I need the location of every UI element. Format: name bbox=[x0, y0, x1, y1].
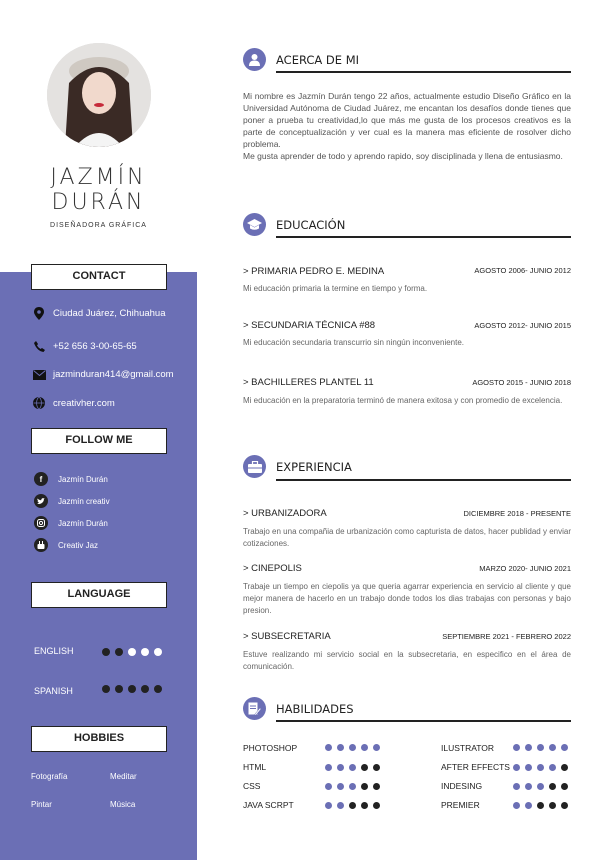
skill-dot bbox=[525, 744, 532, 751]
instagram-icon bbox=[34, 516, 48, 530]
skill-rating bbox=[513, 783, 568, 790]
skill-dot bbox=[561, 764, 568, 771]
facebook-icon: f bbox=[34, 472, 48, 486]
social-twitter[interactable] bbox=[34, 494, 110, 508]
pencil-document-icon bbox=[243, 697, 266, 720]
skill-name: PHOTOSHOP bbox=[243, 743, 298, 753]
experience-item-title: > CINEPOLIS bbox=[243, 563, 302, 574]
skill-dot bbox=[361, 764, 368, 771]
briefcase-icon bbox=[243, 455, 266, 478]
about-divider bbox=[276, 71, 571, 73]
language-english-rating bbox=[102, 648, 162, 656]
skill-name: HTML bbox=[243, 762, 267, 772]
skill-dot bbox=[349, 802, 356, 809]
skill-dot bbox=[525, 783, 532, 790]
contact-phone bbox=[32, 341, 137, 352]
skill-dot bbox=[561, 802, 568, 809]
language-spanish-rating bbox=[102, 685, 162, 693]
language-spanish-label: SPANISH bbox=[34, 686, 73, 696]
rating-dot bbox=[115, 648, 123, 656]
experience-item-title: > URBANIZADORA bbox=[243, 508, 327, 519]
twitter-icon bbox=[34, 494, 48, 508]
contact-website-text: creativher.com bbox=[53, 397, 115, 409]
skill-dot bbox=[549, 783, 556, 790]
skill-dot bbox=[537, 764, 544, 771]
skill-name: PREMIER bbox=[441, 800, 480, 810]
hobby-item: Meditar bbox=[110, 772, 137, 781]
social-facebook-text: Jazmín Durán bbox=[58, 474, 108, 484]
contact-location-text: Ciudad Juárez, Chihuahua bbox=[53, 308, 166, 319]
skill-dot bbox=[361, 783, 368, 790]
skill-rating bbox=[513, 802, 568, 809]
skill-dot bbox=[361, 802, 368, 809]
contact-email-text: jazminduran414@gmail.com bbox=[53, 369, 174, 380]
phone-icon bbox=[32, 341, 46, 352]
about-paragraph-1: Mi nombre es Jazmín Durán tengo 22 años, actualmente estudio Diseño Gráfico en la Universidad Autónoma de Ciudad Juárez, me encantan los desafíos donde tienes que poner a prueba tu creatividad,lo que más me gusta de los procesos creativos es la parte de conceptualización y ver cual es la manera mas eficiente de rosolver dicho problema. bbox=[243, 91, 571, 149]
contact-heading: CONTACT bbox=[31, 264, 167, 290]
skill-dot bbox=[349, 764, 356, 771]
mail-icon bbox=[32, 370, 46, 380]
education-item-desc: Mi educación primaria la termine en tiempo y forma. bbox=[243, 284, 428, 293]
skills-divider bbox=[276, 720, 571, 722]
education-item-desc: Mi educación secundaria transcurrio sin ningún inconveniente. bbox=[243, 338, 465, 347]
rating-dot bbox=[154, 648, 162, 656]
graduation-cap-icon bbox=[243, 213, 266, 236]
skill-dot bbox=[549, 744, 556, 751]
about-heading: ACERCA DE MI bbox=[276, 53, 360, 67]
user-icon bbox=[243, 48, 266, 71]
skill-dot bbox=[549, 802, 556, 809]
skill-dot bbox=[349, 744, 356, 751]
skill-dot bbox=[525, 802, 532, 809]
education-item-title: > BACHILLERES PLANTEL 11 bbox=[243, 377, 374, 388]
skill-dot bbox=[561, 783, 568, 790]
skills-heading: HABILIDADES bbox=[276, 702, 354, 716]
rating-dot bbox=[102, 648, 110, 656]
skill-dot bbox=[513, 764, 520, 771]
skill-dot bbox=[373, 802, 380, 809]
skill-rating bbox=[325, 764, 380, 771]
skill-dot bbox=[537, 744, 544, 751]
language-spanish bbox=[34, 686, 73, 696]
skill-dot bbox=[561, 744, 568, 751]
hobbies-heading: HOBBIES bbox=[31, 726, 167, 752]
language-english bbox=[34, 646, 74, 656]
social-instagram[interactable] bbox=[34, 516, 108, 530]
skill-dot bbox=[537, 802, 544, 809]
skill-dot bbox=[361, 744, 368, 751]
skill-dot bbox=[349, 783, 356, 790]
skill-dot bbox=[373, 783, 380, 790]
education-item-date: AGOSTO 2015 - JUNIO 2018 bbox=[472, 378, 571, 387]
social-twitter-text: Jazmín creativ bbox=[58, 496, 110, 506]
first-name: JAZMÍN bbox=[50, 165, 147, 190]
sidebar-background bbox=[0, 272, 197, 860]
globe-icon bbox=[32, 397, 46, 409]
skill-dot bbox=[337, 783, 344, 790]
skill-dot bbox=[337, 802, 344, 809]
experience-item-title: > SUBSECRETARIA bbox=[243, 631, 331, 642]
skill-dot bbox=[325, 744, 332, 751]
skill-dot bbox=[513, 802, 520, 809]
skill-dot bbox=[325, 783, 332, 790]
skill-rating bbox=[325, 783, 380, 790]
skill-rating bbox=[513, 744, 568, 751]
education-item-title: > PRIMARIA PEDRO E. MEDINA bbox=[243, 266, 385, 277]
skill-name: INDESING bbox=[441, 781, 483, 791]
language-heading: LANGUAGE bbox=[31, 582, 167, 608]
hobby-item: Fotografía bbox=[31, 772, 68, 781]
skill-dot bbox=[337, 764, 344, 771]
education-item-desc: Mi educación en la preparatoria terminó de manera exitosa y con promedio de excelencia. bbox=[243, 396, 563, 405]
contact-email[interactable] bbox=[32, 369, 174, 380]
social-instagram-text: Jazmín Durán bbox=[58, 518, 108, 528]
hobby-item: Pintar bbox=[31, 800, 52, 809]
social-facebook[interactable] bbox=[34, 472, 108, 486]
skill-dot bbox=[513, 744, 520, 751]
rating-dot bbox=[128, 685, 136, 693]
rating-dot bbox=[141, 685, 149, 693]
job-title: DISEÑADORA GRÁFICA bbox=[50, 222, 147, 229]
skill-dot bbox=[337, 744, 344, 751]
skill-dot bbox=[325, 802, 332, 809]
youtube-icon bbox=[34, 538, 48, 552]
location-icon bbox=[32, 307, 46, 320]
skill-name: JAVA SCRPT bbox=[243, 800, 294, 810]
skill-dot bbox=[513, 783, 520, 790]
contact-location bbox=[32, 307, 166, 320]
follow-heading: FOLLOW ME bbox=[31, 428, 167, 454]
rating-dot bbox=[128, 648, 136, 656]
skill-dot bbox=[373, 744, 380, 751]
hobby-item: Música bbox=[110, 800, 136, 809]
education-item-date: AGOSTO 2012- JUNIO 2015 bbox=[474, 321, 571, 330]
contact-phone-text: +52 656 3-00-65-65 bbox=[53, 341, 137, 352]
rating-dot bbox=[115, 685, 123, 693]
experience-item-desc: Trabajo en una compañia de urbanización como capturista de datos, hacer publidad y enviar cotizaciones. bbox=[243, 527, 571, 548]
language-english-label: ENGLISH bbox=[34, 646, 74, 656]
social-youtube[interactable] bbox=[34, 538, 98, 552]
experience-item-date: DICIEMBRE 2018 - PRESENTE bbox=[463, 509, 571, 518]
experience-item-date: SEPTIEMBRE 2021 - FEBRERO 2022 bbox=[442, 632, 571, 641]
last-name: DURÁN bbox=[51, 190, 146, 215]
experience-heading: EXPERIENCIA bbox=[276, 460, 352, 474]
skill-name: AFTER EFFECTS bbox=[441, 762, 510, 772]
skill-dot bbox=[373, 764, 380, 771]
skill-rating bbox=[325, 802, 380, 809]
rating-dot bbox=[154, 685, 162, 693]
skill-rating bbox=[325, 744, 380, 751]
profile-photo bbox=[47, 43, 151, 147]
rating-dot bbox=[141, 648, 149, 656]
skill-dot bbox=[525, 764, 532, 771]
about-text bbox=[243, 90, 571, 162]
rating-dot bbox=[102, 685, 110, 693]
contact-website[interactable] bbox=[32, 397, 115, 409]
skill-dot bbox=[537, 783, 544, 790]
about-paragraph-2: Me gusta aprender de todo y aprendo rapido, soy disciplinada y llena de entusiasmo. bbox=[243, 151, 563, 161]
social-youtube-text: Creativ Jaz bbox=[58, 540, 99, 550]
skill-name: ILUSTRATOR bbox=[441, 743, 495, 753]
experience-divider bbox=[276, 479, 571, 481]
education-heading: EDUCACIÓN bbox=[276, 218, 346, 232]
experience-item-desc: Estuve realizando mi servicio social en la subsecretaria, en especifico en el área de comunicación. bbox=[243, 650, 571, 671]
skill-dot bbox=[549, 764, 556, 771]
education-item-title: > SECUNDARIA TÉCNICA #88 bbox=[243, 320, 376, 331]
experience-item-date: MARZO 2020- JUNIO 2021 bbox=[479, 564, 571, 573]
education-item-date: AGOSTO 2006- JUNIO 2012 bbox=[474, 266, 571, 275]
skill-rating bbox=[513, 764, 568, 771]
education-divider bbox=[276, 236, 571, 238]
experience-item-desc: Trabaje un tiempo en ciepolis ya que queria agarrar experiencia en servicio al cliente y que mejor manera de hacerlo en un trabajo donde todos los dias trabajas con personas y bajo presion. bbox=[243, 582, 571, 615]
skill-name: CSS bbox=[243, 781, 261, 791]
skill-dot bbox=[325, 764, 332, 771]
